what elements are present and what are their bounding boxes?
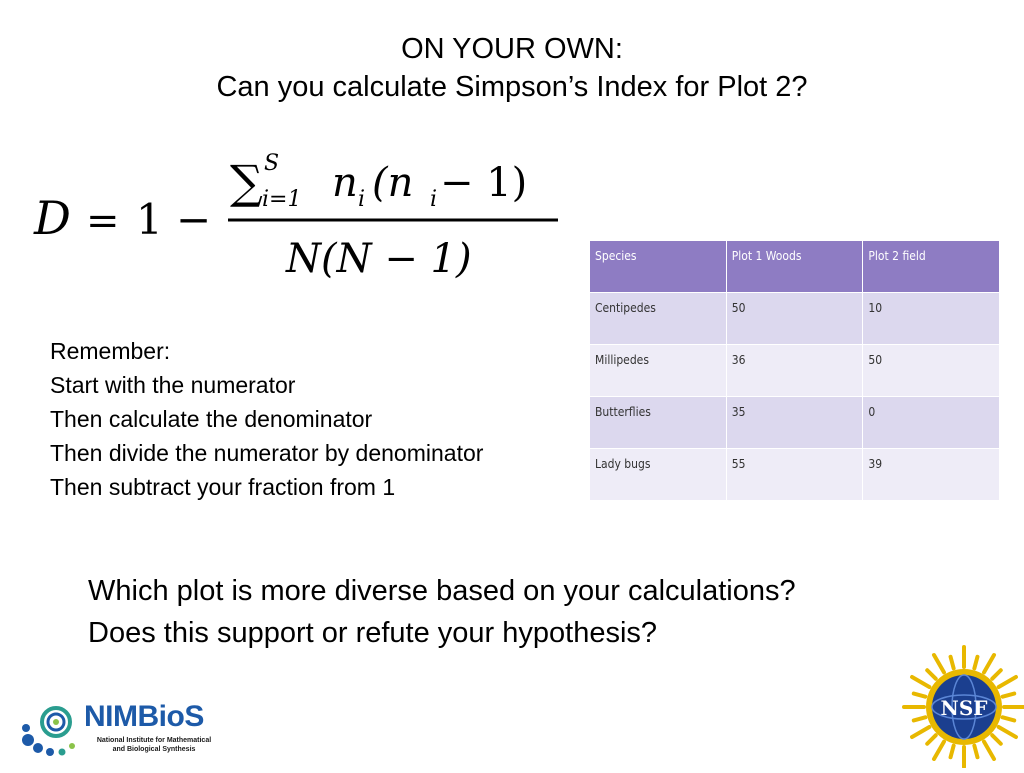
- slide-title: [0, 30, 1024, 106]
- nsf-ray: [912, 677, 929, 687]
- title-line-2: Can you calculate Simpson’s Index for Plot 2?: [216, 71, 808, 103]
- nimbios-name: NIMBioS: [84, 700, 204, 733]
- formula-numerator-paren-sub: i: [430, 187, 438, 212]
- question-line-1: Which plot is more diverse based on your calculations?: [88, 575, 796, 607]
- cell-species: Lady bugs: [590, 449, 727, 501]
- nimbios-subtitle: [94, 736, 214, 754]
- nsf-ray: [914, 694, 926, 697]
- formula-sum-symbol: ∑: [230, 155, 263, 209]
- nsf-seal-icon: [902, 645, 1024, 768]
- formula-lhs: D: [34, 191, 71, 245]
- nsf-ray: [951, 657, 954, 669]
- title-line-1: ON YOUR OWN:: [401, 33, 623, 65]
- cell-species: Millipedes: [590, 345, 727, 397]
- cell-plot-1: 36: [726, 345, 863, 397]
- simpsons-index-formula: [30, 140, 570, 300]
- nsf-ray: [1003, 694, 1015, 697]
- nsf-ray: [934, 742, 944, 759]
- remember-step: Then divide the numerator by denominator: [50, 440, 484, 466]
- cell-plot-1: 35: [726, 397, 863, 449]
- nsf-ray: [934, 655, 944, 672]
- nsf-ray: [974, 657, 977, 669]
- cell-plot-2: 39: [863, 449, 1000, 501]
- table-header-row: [590, 241, 1000, 293]
- nimbios-subtitle-line-1: National Institute for Mathematical: [96, 737, 212, 744]
- formula-one: 1: [136, 195, 163, 244]
- table-row: [590, 293, 1000, 345]
- nsf-ray: [974, 746, 977, 758]
- question-line-2: Does this support or refute your hypothesis?: [88, 617, 658, 649]
- discussion-questions: [88, 570, 796, 654]
- nsf-ray: [984, 655, 994, 672]
- cell-plot-2: 50: [863, 345, 1000, 397]
- formula-numerator-n: n: [332, 160, 358, 206]
- nsf-text: NSF: [940, 696, 988, 720]
- nsf-ray: [927, 735, 935, 743]
- cell-species: Butterflies: [590, 397, 727, 449]
- nsf-ray: [992, 735, 1000, 743]
- nsf-ray: [984, 742, 994, 759]
- nsf-ray: [999, 727, 1016, 737]
- table-row: [590, 449, 1000, 501]
- formula-numerator-paren: (n: [372, 160, 414, 206]
- nimbios-logo: [18, 696, 228, 760]
- nsf-ray: [927, 670, 935, 678]
- nsf-ray: [992, 670, 1000, 678]
- nsf-ray: [1003, 717, 1015, 720]
- formula-numerator-tail: − 1): [440, 160, 528, 206]
- cell-plot-1: 55: [726, 449, 863, 501]
- cell-plot-2: 10: [863, 293, 1000, 345]
- nsf-ray: [999, 677, 1016, 687]
- table-row: [590, 345, 1000, 397]
- formula-sum-upper: S: [264, 151, 280, 176]
- nimbios-spiral-icon: [18, 696, 88, 760]
- formula-minus: −: [176, 195, 212, 244]
- header-species: Species: [590, 241, 727, 293]
- formula-sum-lower: i=1: [262, 187, 302, 212]
- nsf-logo: [902, 645, 1024, 768]
- formula-svg: [30, 140, 570, 300]
- formula-denominator: N(N − 1): [286, 236, 472, 282]
- nsf-ray: [914, 717, 926, 720]
- remember-heading: Remember:: [50, 338, 171, 364]
- header-plot-1: Plot 1 Woods: [726, 241, 863, 293]
- cell-plot-1: 50: [726, 293, 863, 345]
- table-row: [590, 397, 1000, 449]
- formula-numerator-n-sub: i: [358, 187, 366, 212]
- formula-equals: =: [86, 198, 120, 244]
- header-plot-2: Plot 2 field: [863, 241, 1000, 293]
- nimbios-subtitle-line-2: and Biological Synthesis: [112, 746, 196, 753]
- remember-step: Then calculate the denominator: [50, 406, 373, 432]
- species-count-table: [589, 240, 1000, 501]
- cell-plot-2: 0: [863, 397, 1000, 449]
- remember-instructions: [50, 334, 483, 504]
- cell-species: Centipedes: [590, 293, 727, 345]
- nsf-ray: [912, 727, 929, 737]
- nsf-ray: [951, 746, 954, 758]
- remember-step: Start with the numerator: [50, 372, 296, 398]
- remember-step: Then subtract your fraction from 1: [50, 474, 396, 500]
